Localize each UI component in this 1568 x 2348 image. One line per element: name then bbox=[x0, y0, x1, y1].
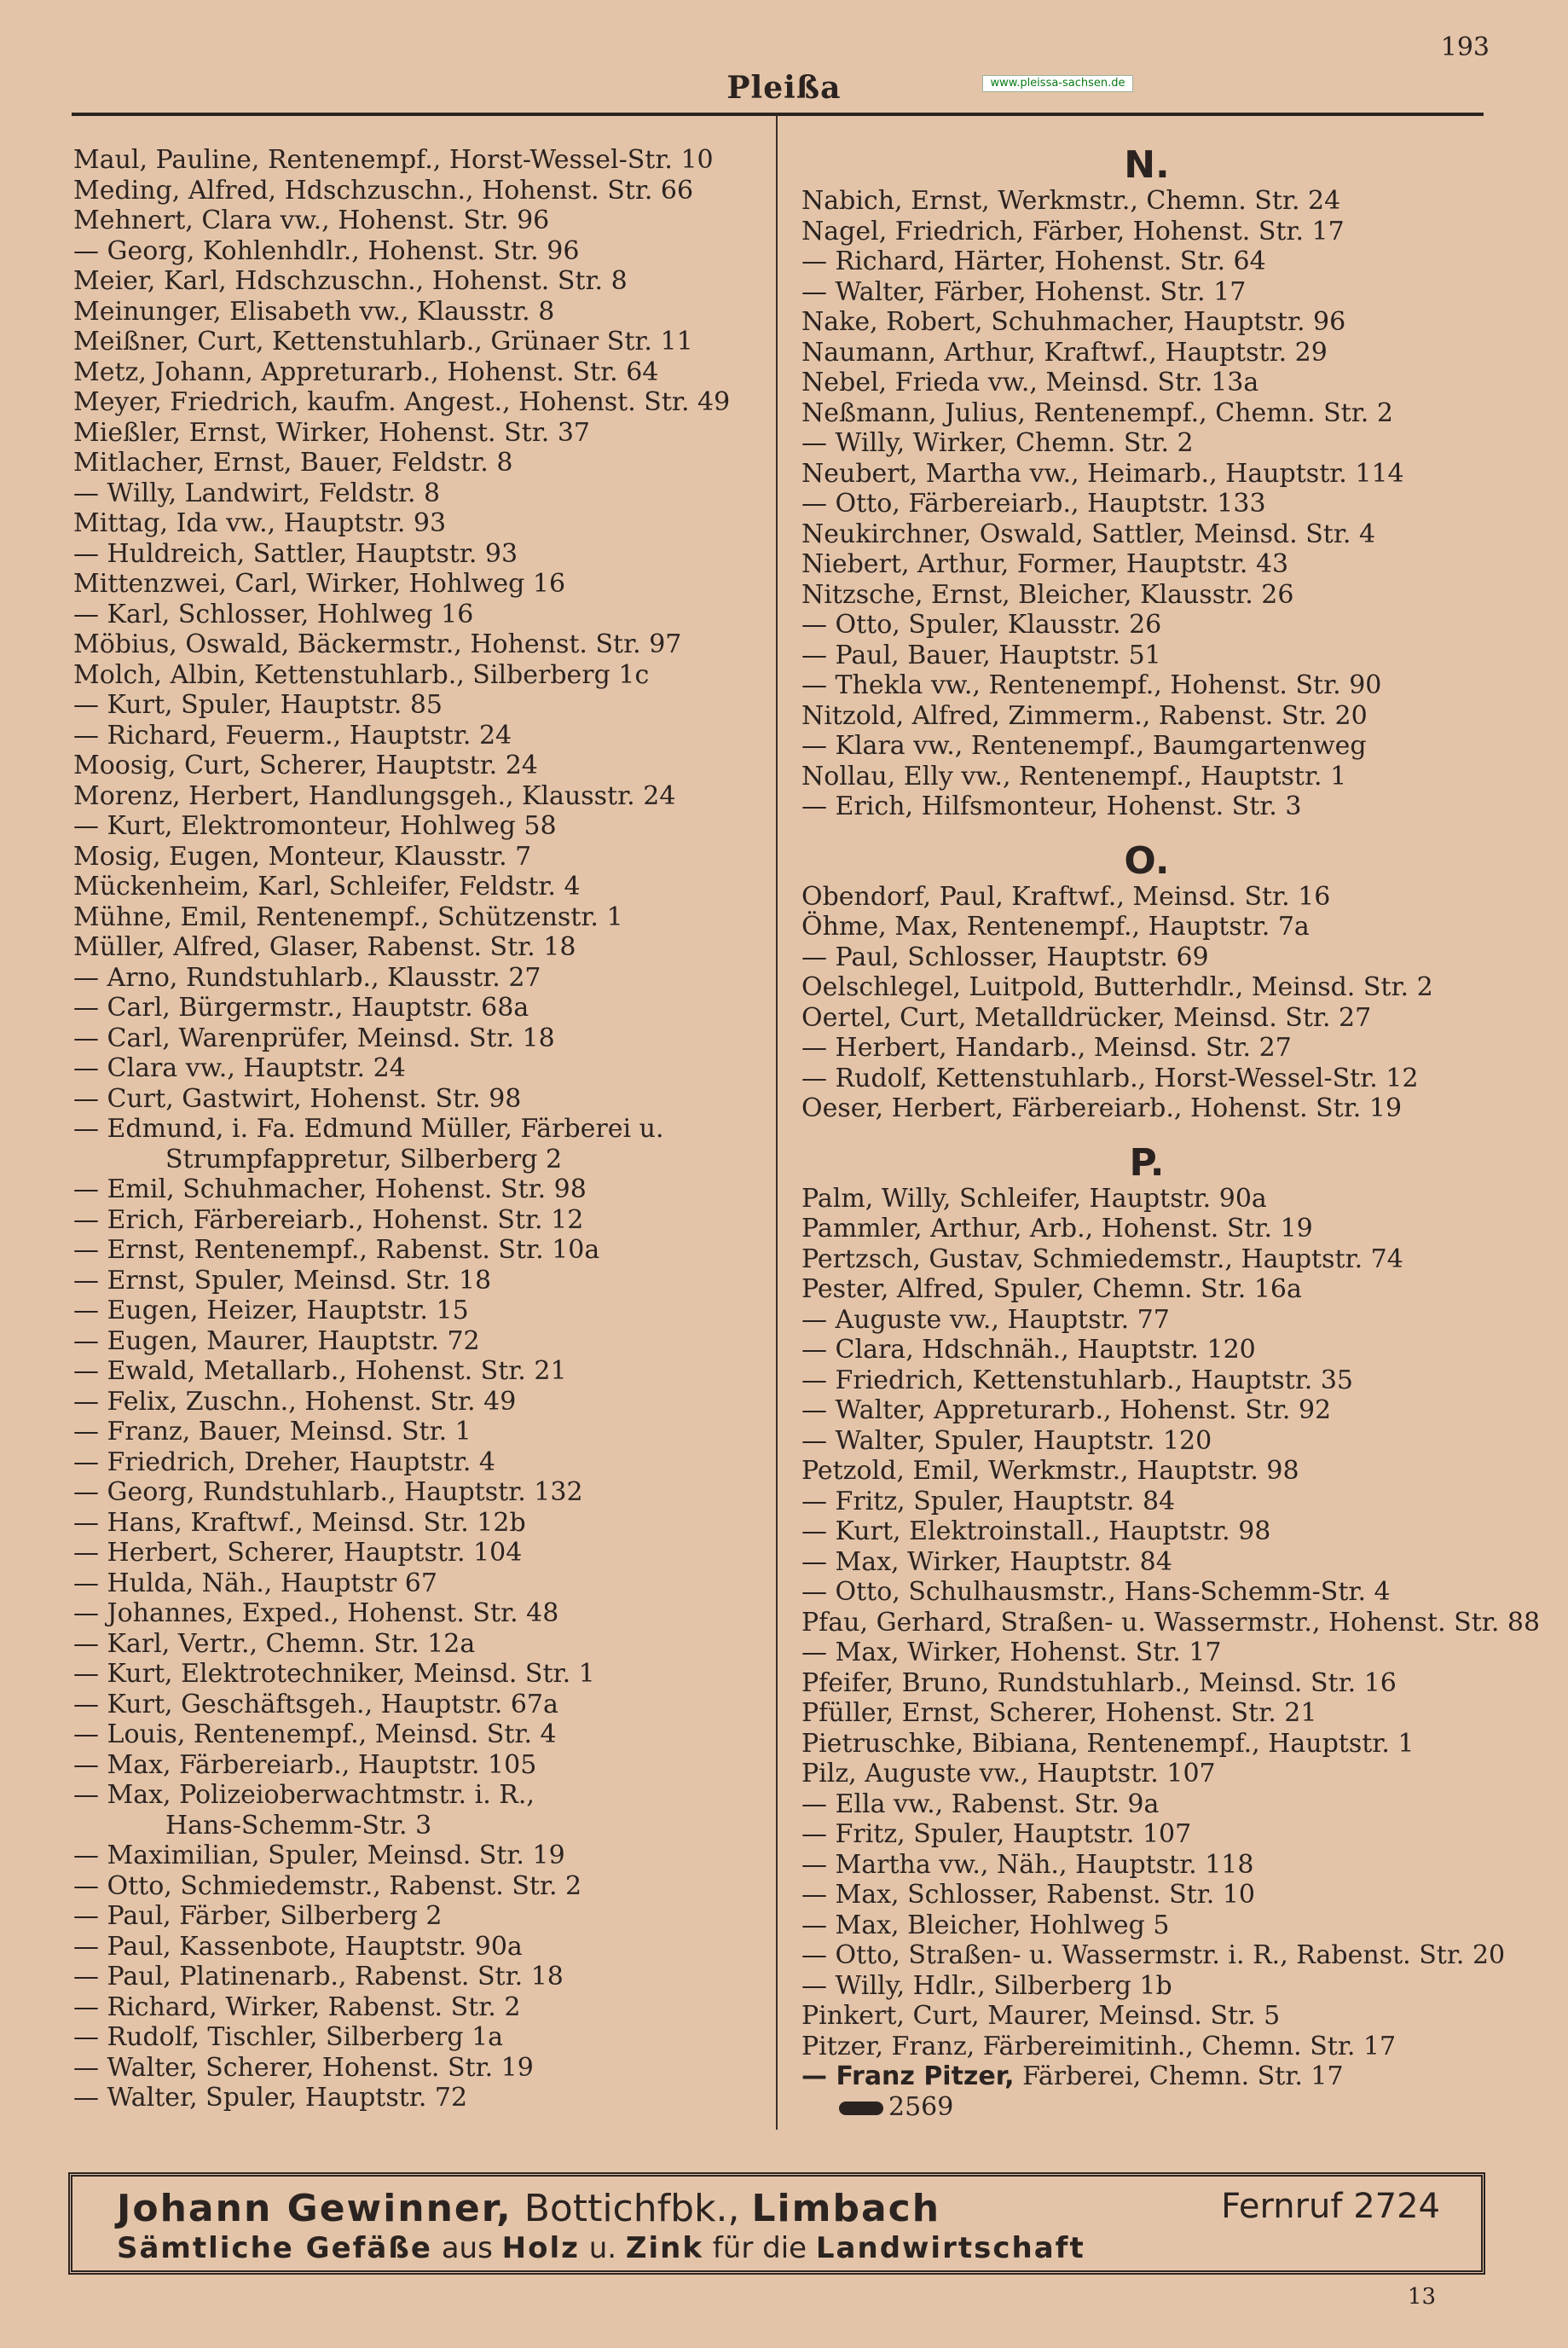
directory-entry: Maul, Pauline, Rentenempf., Horst-Wessel-Str. 10 bbox=[73, 145, 714, 175]
ad-line-2 bbox=[117, 2231, 1085, 2265]
directory-entry: — Maximilian, Spuler, Meinsd. Str. 19 bbox=[73, 1841, 565, 1870]
directory-entry: — Walter, Scherer, Hohenst. Str. 19 bbox=[73, 2052, 534, 2083]
directory-entry: Pitzer, Franz, Färbereimitinh., Chemn. Str. 17 bbox=[801, 2031, 1397, 2061]
directory-entry: — Max, Wirker, Hohenst. Str. 17 bbox=[801, 1638, 1222, 1667]
directory-entry: — Richard, Härter, Hohenst. Str. 64 bbox=[801, 246, 1266, 276]
directory-entry: — Georg, Rundstuhlarb., Hauptstr. 132 bbox=[73, 1477, 583, 1507]
directory-entry: Pammler, Arthur, Arb., Hohenst. Str. 19 bbox=[801, 1214, 1313, 1244]
directory-entry: Pilz, Auguste vw., Hauptstr. 107 bbox=[801, 1759, 1216, 1789]
directory-entry: Meyer, Friedrich, kaufm. Angest., Hohenst. Str. 49 bbox=[73, 387, 731, 417]
directory-entry: Palm, Willy, Schleifer, Hauptstr. 90a bbox=[801, 1183, 1267, 1214]
directory-entry: — Max, Wirker, Hauptstr. 84 bbox=[801, 1546, 1172, 1577]
running-title: Pleißa bbox=[726, 70, 842, 106]
page-number: 193 bbox=[1440, 32, 1490, 62]
directory-entry: — Walter, Spuler, Hauptstr. 120 bbox=[801, 1425, 1212, 1456]
right-column bbox=[801, 143, 1541, 2123]
directory-entry: Pfüller, Ernst, Scherer, Hohenst. Str. 21 bbox=[801, 1698, 1317, 1728]
phone-number: 2569 bbox=[888, 2091, 954, 2122]
directory-entry: — Eugen, Maurer, Hauptstr. 72 bbox=[73, 1325, 480, 1356]
directory-entry: — Auguste vw., Hauptstr. 77 bbox=[801, 1304, 1170, 1335]
phone-line bbox=[801, 2092, 1492, 2123]
directory-entry: Meier, Karl, Hdschzuschn., Hohenst. Str. 8 bbox=[73, 266, 628, 296]
directory-entry: — Otto, Schulhausmstr., Hans-Schemm-Str. 4 bbox=[801, 1577, 1391, 1607]
directory-entry: — Edmund, i. Fa. Edmund Müller, Färberei u. bbox=[73, 1114, 664, 1144]
directory-entry: — Thekla vw., Rentenempf., Hohenst. Str. 90 bbox=[801, 670, 1382, 700]
directory-entry: — Carl, Warenprüfer, Meinsd. Str. 18 bbox=[73, 1023, 555, 1053]
directory-entry: Oertel, Curt, Metalldrücker, Meinsd. Str. 27 bbox=[801, 1002, 1372, 1033]
directory-entry: Mittenzwei, Carl, Wirker, Hohlweg 16 bbox=[73, 569, 566, 599]
directory-entry: — Paul, Schlosser, Hauptstr. 69 bbox=[801, 942, 1209, 972]
directory-entry: — Kurt, Spuler, Hauptstr. 85 bbox=[73, 690, 443, 720]
directory-entry: — Richard, Feuerm., Hauptstr. 24 bbox=[73, 720, 512, 751]
directory-entry: — Kurt, Elektrotechniker, Meinsd. Str. 1 bbox=[73, 1659, 595, 1689]
directory-entry: Oelschlegel, Luitpold, Butterhdlr., Meinsd. Str. 2 bbox=[801, 972, 1433, 1002]
ad-company-name: Johann Gewinner, bbox=[117, 2187, 512, 2230]
directory-entry: — Kurt, Elektroinstall., Hauptstr. 98 bbox=[801, 1516, 1271, 1546]
section-letter-n: N. bbox=[1124, 143, 1170, 187]
ad-entry-name: — Franz Pitzer, bbox=[801, 2061, 1015, 2091]
directory-entry: Niebert, Arthur, Former, Hauptstr. 43 bbox=[801, 549, 1289, 579]
directory-entry: — Max, Bleicher, Hohlweg 5 bbox=[801, 1910, 1170, 1940]
directory-entry: Petzold, Emil, Werkmstr., Hauptstr. 98 bbox=[801, 1456, 1299, 1486]
directory-entry: — Johannes, Exped., Hohenst. Str. 48 bbox=[73, 1598, 559, 1628]
directory-entry: Nabich, Ernst, Werkmstr., Chemn. Str. 24 bbox=[801, 186, 1341, 216]
section-n-entries bbox=[801, 186, 1492, 822]
directory-entry: — Erich, Färbereiarb., Hohenst. Str. 12 bbox=[73, 1204, 584, 1235]
ad-text-a: Sämtliche Gefäße bbox=[117, 2231, 432, 2265]
directory-entry: — Walter, Appreturarb., Hohenst. Str. 92 bbox=[801, 1395, 1332, 1425]
directory-entry: — Huldreich, Sattler, Hauptstr. 93 bbox=[73, 538, 518, 569]
ad-text-c: Holz bbox=[501, 2231, 580, 2265]
directory-entry: Neßmann, Julius, Rentenempf., Chemn. Str. 2 bbox=[801, 397, 1393, 428]
directory-entry: — Otto, Straßen- u. Wassermstr. i. R., Rabenst. Str. 20 bbox=[801, 1940, 1506, 1970]
section-letter-p: P. bbox=[1129, 1140, 1165, 1185]
directory-entry: Öhme, Max, Rentenempf., Hauptstr. 7a bbox=[801, 912, 1310, 942]
directory-entry: — Otto, Schmiedemstr., Rabenst. Str. 2 bbox=[73, 1870, 582, 1901]
directory-entry: Nake, Robert, Schuhmacher, Hauptstr. 96 bbox=[801, 307, 1346, 337]
directory-entry: — Klara vw., Rentenempf., Baumgartenweg bbox=[801, 731, 1367, 761]
directory-entry: — Paul, Platinenarb., Rabenst. Str. 18 bbox=[73, 1962, 564, 1991]
directory-entry: Pfau, Gerhard, Straßen- u. Wassermstr., Hohenst. Str. 88 bbox=[801, 1607, 1541, 1638]
directory-entry: — Emil, Schuhmacher, Hohenst. Str. 98 bbox=[73, 1174, 587, 1204]
directory-entry: Neukirchner, Oswald, Sattler, Meinsd. Str. 4 bbox=[801, 519, 1376, 549]
directory-entry: — Max, Polizeioberwachtmstr. i. R., bbox=[73, 1780, 535, 1810]
directory-entry: Strumpfappretur, Silberberg 2 bbox=[165, 1144, 563, 1174]
directory-entry: Pertzsch, Gustav, Schmiedemstr., Hauptstr. 74 bbox=[801, 1244, 1403, 1274]
watermark-link[interactable]: www.pleissa-sachsen.de bbox=[982, 75, 1133, 92]
section-p-entries bbox=[801, 1183, 1541, 2062]
directory-entry: — Kurt, Geschäftsgeh., Hauptstr. 67a bbox=[73, 1689, 558, 1719]
directory-entry: — Friedrich, Dreher, Hauptstr. 4 bbox=[73, 1446, 495, 1477]
directory-entry: — Otto, Spuler, Klausstr. 26 bbox=[801, 610, 1162, 640]
directory-entry: Mittag, Ida vw., Hauptstr. 93 bbox=[73, 508, 447, 538]
ad-line-1 bbox=[117, 2187, 940, 2230]
directory-entry: — Curt, Gastwirt, Hohenst. Str. 98 bbox=[73, 1083, 522, 1114]
directory-entry: — Felix, Zuschn., Hohenst. Str. 49 bbox=[73, 1386, 517, 1417]
directory-entry: Morenz, Herbert, Handlungsgeh., Klausstr. 24 bbox=[73, 780, 676, 811]
directory-entry: — Hans, Kraftwf., Meinsd. Str. 12b bbox=[73, 1507, 526, 1538]
directory-entry: Nollau, Elly vw., Rentenempf., Hauptstr. 1 bbox=[801, 761, 1347, 791]
directory-entry: — Hulda, Näh., Hauptstr 67 bbox=[73, 1568, 437, 1598]
directory-entry: — Walter, Färber, Hohenst. Str. 17 bbox=[801, 276, 1247, 307]
directory-entry: — Ernst, Spuler, Meinsd. Str. 18 bbox=[73, 1265, 492, 1296]
directory-entry: — Rudolf, Kettenstuhlarb., Horst-Wessel-Str. 12 bbox=[801, 1063, 1419, 1093]
directory-entry: Hans-Schemm-Str. 3 bbox=[165, 1810, 432, 1841]
directory-entry: Mießler, Ernst, Wirker, Hohenst. Str. 37 bbox=[73, 417, 590, 448]
directory-entry: — Rudolf, Tischler, Silberberg 1a bbox=[73, 2022, 504, 2052]
ad-text-g: Landwirtschaft bbox=[815, 2231, 1085, 2265]
directory-entry: Mückenheim, Karl, Schleifer, Feldstr. 4 bbox=[73, 872, 581, 902]
directory-entry: — Karl, Vertr., Chemn. Str. 12a bbox=[73, 1628, 476, 1659]
ad-text-b: aus bbox=[431, 2231, 502, 2265]
directory-entry: — Franz, Bauer, Meinsd. Str. 1 bbox=[73, 1417, 472, 1446]
directory-entry: Pester, Alfred, Spuler, Chemn. Str. 16a bbox=[801, 1274, 1302, 1304]
directory-entry: — Max, Färbereiarb., Hauptstr. 105 bbox=[73, 1749, 537, 1780]
directory-entry: Moosig, Curt, Scherer, Hauptstr. 24 bbox=[73, 751, 538, 780]
directory-entry: Nitzold, Alfred, Zimmerm., Rabenst. Str. 20 bbox=[801, 700, 1368, 731]
directory-entry: Oeser, Herbert, Färbereiarb., Hohenst. Str. 19 bbox=[801, 1093, 1403, 1123]
directory-entry-ad bbox=[801, 2061, 1492, 2092]
directory-entry: — Ella vw., Rabenst. Str. 9a bbox=[801, 1789, 1160, 1819]
directory-entry: — Ernst, Rentenempf., Rabenst. Str. 10a bbox=[73, 1235, 600, 1265]
ad-text-f: für die bbox=[703, 2231, 816, 2265]
directory-entry: Meding, Alfred, Hdschzuschn., Hohenst. Str. 66 bbox=[73, 175, 694, 206]
directory-entry: Meißner, Curt, Kettenstuhlarb., Grünaer Str. 11 bbox=[73, 327, 693, 357]
header-rule bbox=[72, 113, 1484, 116]
directory-entry: — Kurt, Elektromonteur, Hohlweg 58 bbox=[73, 811, 557, 841]
directory-entry: — Georg, Kohlenhdlr., Hohenst. Str. 96 bbox=[73, 235, 580, 266]
directory-entry: — Willy, Landwirt, Feldstr. 8 bbox=[73, 478, 441, 508]
directory-entry: — Herbert, Scherer, Hauptstr. 104 bbox=[73, 1538, 523, 1568]
section-letter-o: O. bbox=[1124, 838, 1170, 883]
directory-entry: — Paul, Bauer, Hauptstr. 51 bbox=[801, 640, 1161, 670]
directory-entry: — Clara, Hdschnäh., Hauptstr. 120 bbox=[801, 1335, 1256, 1365]
directory-entry: — Fritz, Spuler, Hauptstr. 84 bbox=[801, 1486, 1176, 1516]
directory-entry: — Martha vw., Näh., Hauptstr. 118 bbox=[801, 1849, 1254, 1880]
directory-entry: Naumann, Arthur, Kraftwf., Hauptstr. 29 bbox=[801, 337, 1328, 368]
section-gap bbox=[801, 822, 1492, 841]
directory-entry: Obendorf, Paul, Kraftwf., Meinsd. Str. 16 bbox=[801, 881, 1331, 912]
directory-entry: — Karl, Schlosser, Hohlweg 16 bbox=[73, 599, 474, 629]
directory-entry: Mehnert, Clara vw., Hohenst. Str. 96 bbox=[73, 206, 550, 235]
directory-entry: Metz, Johann, Appreturarb., Hohenst. Str. 64 bbox=[73, 357, 659, 387]
directory-entry: Nitzsche, Ernst, Bleicher, Klausstr. 26 bbox=[801, 579, 1294, 610]
directory-entry: — Willy, Hdlr., Silberberg 1b bbox=[801, 1970, 1172, 2001]
directory-entry: — Carl, Bürgermstr., Hauptstr. 68a bbox=[73, 993, 529, 1023]
directory-entry: — Erich, Hilfsmonteur, Hohenst. Str. 3 bbox=[801, 791, 1302, 821]
directory-entry: Mosig, Eugen, Monteur, Klausstr. 7 bbox=[73, 841, 532, 872]
ad-phone: Fernruf 2724 bbox=[1221, 2187, 1440, 2226]
ad-text-e: Zink bbox=[625, 2231, 703, 2265]
directory-entry: — Fritz, Spuler, Hauptstr. 107 bbox=[801, 1819, 1192, 1849]
directory-entry: — Willy, Wirker, Chemn. Str. 2 bbox=[801, 428, 1194, 458]
directory-entry: — Max, Schlosser, Rabenst. Str. 10 bbox=[801, 1880, 1255, 1910]
directory-entry: Mitlacher, Ernst, Bauer, Feldstr. 8 bbox=[73, 448, 513, 478]
directory-entry: — Friedrich, Kettenstuhlarb., Hauptstr. 35 bbox=[801, 1365, 1354, 1395]
directory-entry: — Otto, Färbereiarb., Hauptstr. 133 bbox=[801, 489, 1266, 519]
directory-entry: Möbius, Oswald, Bäckermstr., Hohenst. Str. 97 bbox=[73, 629, 682, 659]
advertisement-box bbox=[68, 2172, 1485, 2275]
directory-entry: — Paul, Färber, Silberberg 2 bbox=[73, 1901, 443, 1931]
directory-entry: — Ewald, Metallarb., Hohenst. Str. 21 bbox=[73, 1356, 567, 1386]
directory-entry: Pfeifer, Bruno, Rundstuhlarb., Meinsd. Str. 16 bbox=[801, 1667, 1397, 1698]
directory-entry: Mühne, Emil, Rentenempf., Schützenstr. 1 bbox=[73, 902, 623, 932]
directory-entry: — Clara vw., Hauptstr. 24 bbox=[73, 1053, 406, 1083]
directory-entry: — Richard, Wirker, Rabenst. Str. 2 bbox=[73, 1991, 521, 2022]
directory-entry: Pinkert, Curt, Maurer, Meinsd. Str. 5 bbox=[801, 2001, 1281, 2031]
signature-mark: 13 bbox=[1407, 2284, 1436, 2310]
directory-entry: Nebel, Frieda vw., Meinsd. Str. 13a bbox=[801, 368, 1259, 397]
directory-entry: Nagel, Friedrich, Färber, Hohenst. Str. 17 bbox=[801, 216, 1345, 246]
directory-entry: — Arno, Rundstuhlarb., Klausstr. 27 bbox=[73, 962, 541, 993]
left-column bbox=[73, 145, 755, 2113]
directory-entry: Molch, Albin, Kettenstuhlarb., Silberberg 1c bbox=[73, 659, 650, 690]
directory-entry: — Herbert, Handarb., Meinsd. Str. 27 bbox=[801, 1033, 1292, 1063]
section-gap bbox=[801, 1124, 1492, 1143]
column-divider bbox=[776, 115, 778, 2130]
directory-entry: — Walter, Spuler, Hauptstr. 72 bbox=[73, 2083, 468, 2113]
ad-trade: Bottichfbk., bbox=[512, 2187, 752, 2230]
directory-entry: Meinunger, Elisabeth vw., Klausstr. 8 bbox=[73, 296, 555, 327]
ad-city: Limbach bbox=[751, 2187, 941, 2230]
directory-entry: — Paul, Kassenbote, Hauptstr. 90a bbox=[73, 1931, 523, 1962]
directory-entry: Müller, Alfred, Glaser, Rabenst. Str. 18 bbox=[73, 932, 576, 962]
directory-entry: — Eugen, Heizer, Hauptstr. 15 bbox=[73, 1296, 469, 1325]
directory-entry: Pietruschke, Bibiana, Rentenempf., Hauptstr. 1 bbox=[801, 1728, 1415, 1759]
directory-entry: Neubert, Martha vw., Heimarb., Hauptstr. 114 bbox=[801, 458, 1404, 489]
ad-text-d: u. bbox=[579, 2231, 626, 2265]
directory-entry: — Louis, Rentenempf., Meinsd. Str. 4 bbox=[73, 1719, 557, 1749]
section-o-entries bbox=[801, 882, 1492, 1124]
telephone-icon bbox=[839, 2102, 883, 2115]
ad-entry-rest: Färberei, Chemn. Str. 17 bbox=[1014, 2061, 1344, 2091]
